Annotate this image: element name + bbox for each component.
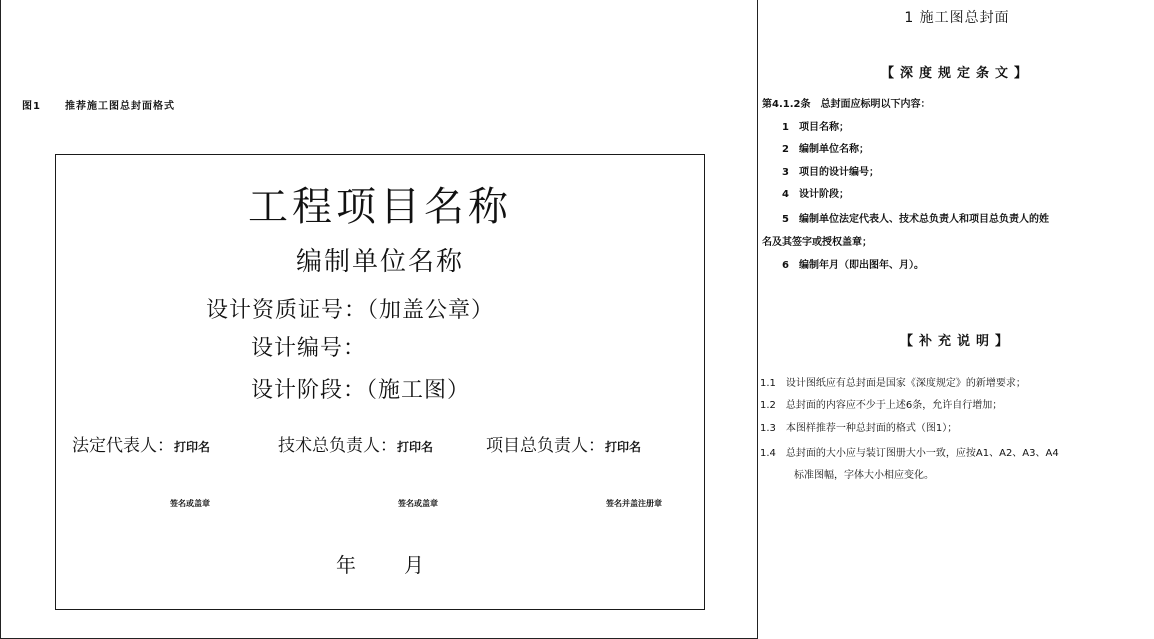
signature-tech-lead <box>278 431 433 456</box>
note-item: 1.3 本图样推荐一种总封面的格式（图1）； <box>760 423 958 434</box>
rule-item: 4 设计阶段； <box>782 189 849 200</box>
signature-project-lead <box>486 431 641 456</box>
rule-item: 3 项目的设计编号； <box>782 167 879 178</box>
stamp-note-project-lead: 签名并盖注册章 <box>606 499 662 508</box>
note-item: 1.2 总封面的内容应不少于上述6条，允许自行增加； <box>760 400 1003 411</box>
signature-label: 法定代表人： <box>72 436 174 456</box>
cover-qualification: 设计资质证号：（加盖公章） <box>206 298 495 323</box>
note-item: 标准图幅，字体大小相应变化。 <box>794 470 934 481</box>
rule-item: 名及其签字或授权盖章； <box>762 237 872 248</box>
rule-item: 5 编制单位法定代表人、技术总负责人和项目总负责人的姓 <box>782 214 1049 225</box>
section-title: 1 施工图总封面 <box>904 10 1010 26</box>
rules-heading: 【深度规定条文】 <box>880 66 1033 81</box>
figure-label: 图1 <box>22 101 41 112</box>
note-item: 1.1 设计图纸应有总封面是国家《深度规定》的新增要求； <box>760 378 1026 389</box>
note-item: 1.4 总封面的大小应与装订图册大小一致，应按A1、A2、A3、A4 <box>760 448 1059 459</box>
cover-project-name: 工程项目名称 <box>248 184 512 230</box>
signature-label: 技术总负责人： <box>278 436 397 456</box>
cover-date <box>56 549 704 578</box>
signature-legal-rep <box>72 431 210 456</box>
figure-title: 推荐施工图总封面格式 <box>64 101 175 112</box>
left-page-edge <box>0 0 1 639</box>
cover-sample-frame <box>55 154 705 610</box>
cover-month: 月 <box>404 553 424 577</box>
signature-print-note: 打印名 <box>174 440 211 454</box>
signature-print-note: 打印名 <box>605 440 642 454</box>
rule-item: 1 项目名称； <box>782 122 849 133</box>
figure-caption <box>22 97 175 112</box>
rule-item: 6 编制年月（即出图年、月）。 <box>782 260 924 271</box>
cover-unit-name: 编制单位名称 <box>295 247 464 277</box>
stamp-note-legal-rep: 签名或盖章 <box>170 499 210 508</box>
stamp-note-tech-lead: 签名或盖章 <box>398 499 438 508</box>
notes-heading: 【补充说明】 <box>899 334 1014 349</box>
signature-print-note: 打印名 <box>397 440 434 454</box>
rules-intro: 第4.1.2条 总封面应标明以下内容： <box>762 99 931 110</box>
cover-year: 年 <box>336 553 356 577</box>
rule-item: 2 编制单位名称； <box>782 144 869 155</box>
page-gutter-line <box>757 0 758 639</box>
signature-label: 项目总负责人： <box>486 436 605 456</box>
cover-design-number: 设计编号： <box>251 336 367 361</box>
cover-design-stage: 设计阶段：（施工图） <box>251 378 471 403</box>
